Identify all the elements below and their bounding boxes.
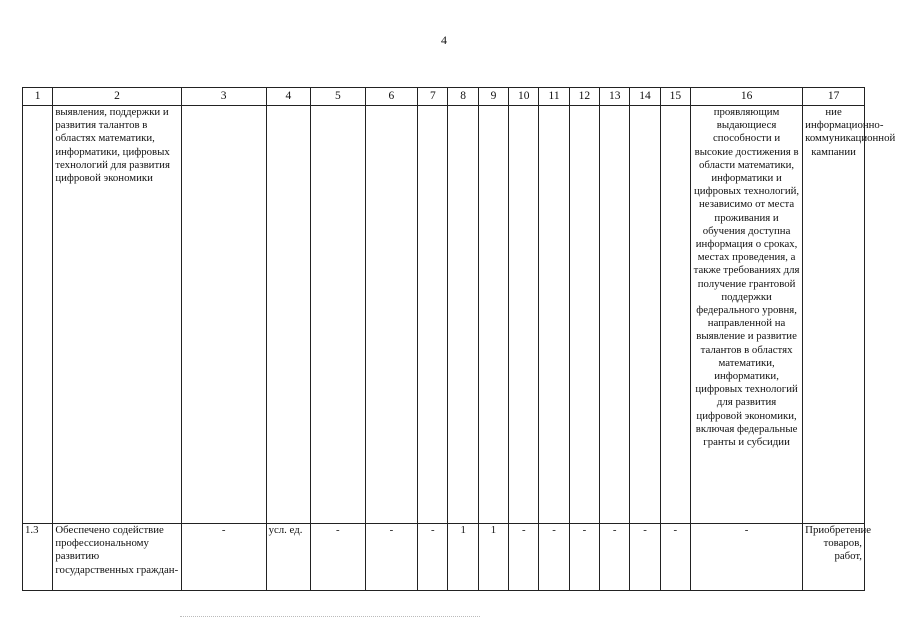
header-cell-14: 14 (630, 88, 660, 106)
cell-empty (23, 106, 53, 524)
cell-empty (448, 106, 478, 524)
cell-value: - (509, 524, 539, 591)
cell-value: - (539, 524, 569, 591)
header-cell-15: 15 (660, 88, 690, 106)
header-cell-1: 1 (23, 88, 53, 106)
header-cell-5: 5 (311, 88, 366, 106)
cell-value: - (660, 524, 690, 591)
cell-empty (539, 106, 569, 524)
cell-empty (365, 106, 418, 524)
header-cell-10: 10 (509, 88, 539, 106)
cell-value: - (181, 524, 266, 591)
header-cell-9: 9 (478, 88, 508, 106)
cell-unit: усл. ед. (266, 524, 310, 591)
header-cell-6: 6 (365, 88, 418, 106)
header-cell-17: 17 (803, 88, 865, 106)
cell-value: - (365, 524, 418, 591)
scan-artifact-line (180, 616, 480, 617)
cell-result-description: проявляющим выдающиеся способности и высокие достижения в области математики, информатики и цифровых технологий, независимо от места проживания и обучения доступна информация о сроках, местах проведения, а также требованиях для получение грантовой поддержки федерального уровня, направленной на выявление и развитие талантов в областях математики, информатики, цифровых технологий для развития цифровой экономики, включая федеральные гранты и субсидии (690, 106, 802, 524)
header-cell-8: 8 (448, 88, 478, 106)
cell-description: выявления, поддержки и развития талантов в областях математики, информатики, цифровых технологий для развития цифровой экономики (53, 106, 181, 524)
page-number: 4 (441, 33, 447, 47)
header-cell-4: 4 (266, 88, 310, 106)
cell-value: - (311, 524, 366, 591)
cell-empty (418, 106, 448, 524)
cell-value: - (569, 524, 599, 591)
cell-empty (478, 106, 508, 524)
cell-value: 1 (478, 524, 508, 591)
cell-empty (509, 106, 539, 524)
data-table (22, 87, 896, 591)
cell-empty (311, 106, 366, 524)
cell-row-number: 1.3 (23, 524, 53, 591)
header-cell-2: 2 (53, 88, 181, 106)
table-row-continuation (23, 106, 865, 524)
cell-empty (266, 106, 310, 524)
cell-note: Приобретение товаров, работ, (803, 524, 865, 591)
cell-empty (181, 106, 266, 524)
header-cell-7: 7 (418, 88, 448, 106)
table-row-1-3 (23, 524, 865, 591)
cell-note: ние информационно-коммуникационной кампании (803, 106, 865, 524)
cell-empty (630, 106, 660, 524)
cell-value: - (690, 524, 802, 591)
header-cell-12: 12 (569, 88, 599, 106)
cell-empty (660, 106, 690, 524)
header-cell-11: 11 (539, 88, 569, 106)
header-cell-3: 3 (181, 88, 266, 106)
header-cell-13: 13 (600, 88, 630, 106)
cell-value: - (630, 524, 660, 591)
header-cell-16: 16 (690, 88, 802, 106)
cell-description: Обеспечено содействие профессиональному развитию государственных граждан- (53, 524, 181, 591)
table-header-row (23, 88, 865, 106)
cell-empty (600, 106, 630, 524)
cell-value: - (418, 524, 448, 591)
cell-value: - (600, 524, 630, 591)
cell-empty (569, 106, 599, 524)
cell-value: 1 (448, 524, 478, 591)
